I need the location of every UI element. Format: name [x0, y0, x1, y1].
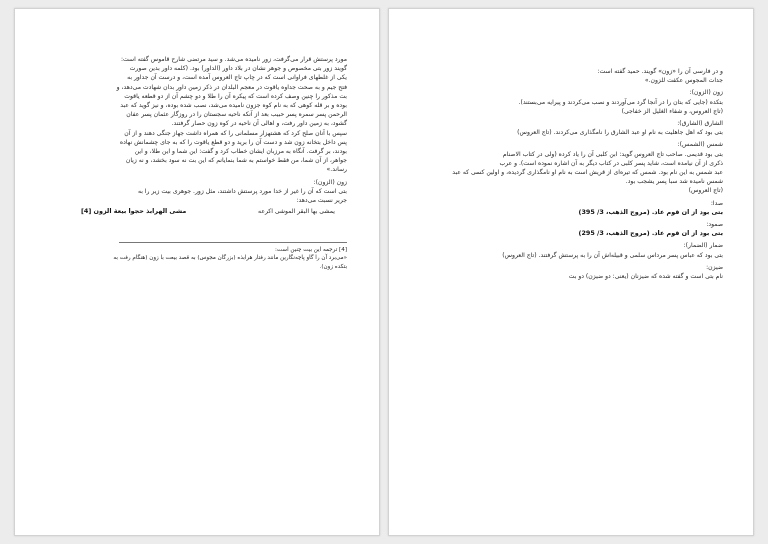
entry-heading: الشارق (الشارق): [677, 120, 723, 128]
right-line: بتی بود که اهل جاهلیت به نام او عبد الشارق را نامگذاری می‌کردند. (تاج العروس) [517, 129, 723, 137]
page-left [14, 8, 380, 536]
entry-heading: صدا: [710, 199, 723, 207]
footnote-divider [119, 242, 347, 243]
right-line: نام بتی است و گفته شده که ضیزنان (یعنی: دو ضیزن) دو بت [568, 273, 723, 281]
footnote [55, 246, 347, 271]
left-line: یکی از غلطهای فراوانی است که در چاپ تاج العروس آمده است، و درست آن جداور به [127, 74, 347, 82]
right-line: عبد شمس به این نام بود. شمس که تیره‌ای از قریش است به نام او نامگذاری گردیده، و اولین کسی که عبد [452, 169, 723, 177]
right-line: (تاج العروس) [688, 187, 723, 195]
left-line: رساند.» [326, 166, 347, 174]
left-line: مورد پرستش قرار می‌گرفت، زور نامیده می‌شد. و سید مرتضی شارح قاموس گفته است: [120, 56, 347, 63]
footnote-line: «می‌برد آن را گاو پاچه‌نگارین مانند رفتار هرابذه (بزرگان مجوس) به قصد بیعت با زون (هنگام رفت به [113, 255, 347, 262]
right-line: بتی بود قدیمی. صاحب تاج العروس گوید: ابن کلبی آن را یاد کرده (ولی در کتاب الاصنام [502, 150, 723, 158]
footnote-line: [4] ترجمه این بیت چنین است: [275, 247, 347, 253]
entry-heading: زون (الزون): [689, 89, 723, 97]
left-line: بودند، بر گرفت. آنگاه به مرزبان ایشان خطاب کرد و گفت: این شما و این طلا، و این [134, 148, 347, 156]
left-line: جریر نسبت می‌دهد: [296, 197, 347, 205]
right-line: بتکده (جایی که بتان را در آنجا گرد می‌آوردند و نصب می‌کردند و پیرایه می‌بستند). [518, 98, 723, 106]
poem-hemistich-second: مشی الهرابذ حجوا بیعة الزون [4] [81, 207, 187, 216]
poem-verse [81, 207, 335, 216]
entry-heading: ضیزن: [706, 263, 723, 271]
left-page-body [55, 55, 347, 216]
left-line: جواهر، از آن شما، من فقط خواستم به شما بنمایانم که این بت نه سود بخشد، و نه زیان [125, 157, 347, 165]
entry-heading: شمس (الشمس): [677, 141, 723, 149]
right-line: و در فارسی آن را «زون» گویند. حمید گفته است: [597, 68, 723, 75]
right-line: ذکری از آن نیامده است، شاید پسر کلبی در کتاب دیگر به آن اشاره نموده است). و عرب [499, 159, 723, 167]
left-line: بوده و بر قله کوهی که به نام کوه جزون نامیده می‌شد، نصب شده بوده، و نیز گوید که عبد [120, 102, 347, 110]
page-right [388, 8, 754, 536]
left-line: پس داخل بتخانه زون شد و دست آن را برید و دو قطع یاقوت را که به جای چشمانش نهاده [119, 138, 347, 146]
right-line: شمس نامیده شد سبا پسر یشجب بود. [625, 178, 723, 186]
left-line: سپس با آنان صلح کرد که هشتهزار مسلمانی را که همراه داشت جهاز جنگی دهند و از آن [124, 129, 347, 137]
right-page-body [427, 67, 723, 281]
entry-heading: ضمار (الضمار): [683, 242, 723, 250]
footnote-line: بتکده زون). [319, 263, 347, 270]
right-line: بتی بود از ان قوم عاد. (مروج الذهب، 3/ 295) [578, 229, 723, 238]
poem-hemistich-first: یمشی بها البقر الموشی اکرعه [258, 208, 335, 216]
right-line: (تاج العروس، و شفاء الغلیل الز خفاجی) [621, 107, 723, 115]
left-line: گویند زور بتی مخصوص و جوهر نشان در بلاد داور (الداور) بود. (کلمه داور بدین صورت [129, 65, 347, 73]
entry-heading: صمود: [706, 221, 723, 229]
entry-heading: زون (الزون): [313, 178, 347, 186]
left-line: گشود، به زمین داور رفت، و اهالی آن ناحیه در کوه زون حصار گرفتند. [171, 120, 347, 128]
right-line: بتی بود که عباس پسر مرداس سلمی و قبیله‌اش آن را به پرستش گرفتند. (تاج العروس) [502, 251, 723, 259]
left-line: بت مذکور را چنین وصف کرده است که پیکره آن را طلا و دو چشم آن از دو قطعه یاقوت [124, 92, 347, 100]
right-line: جدات المجوس عکفت للزون.» [644, 77, 723, 85]
left-line: الرحمن پسر سمره پسر حبیب بعد از آنکه ناحیه سجستان را در روزگار عثمان پسر عفان [126, 111, 347, 119]
right-line: بتی بود از ان قوم عاد. (مروج الذهب، 3/ 395) [578, 207, 723, 216]
left-line: بتی است که آن را غیر از خدا مورد پرستش داشتند، مثل زور. جوهری بیت زیر را به [137, 187, 347, 195]
left-line: فتح جیم و به صحت جداوه یاقوت در معجم البلدان در ذکر زمین داور بدان شهادت می‌دهد، و [116, 83, 347, 91]
